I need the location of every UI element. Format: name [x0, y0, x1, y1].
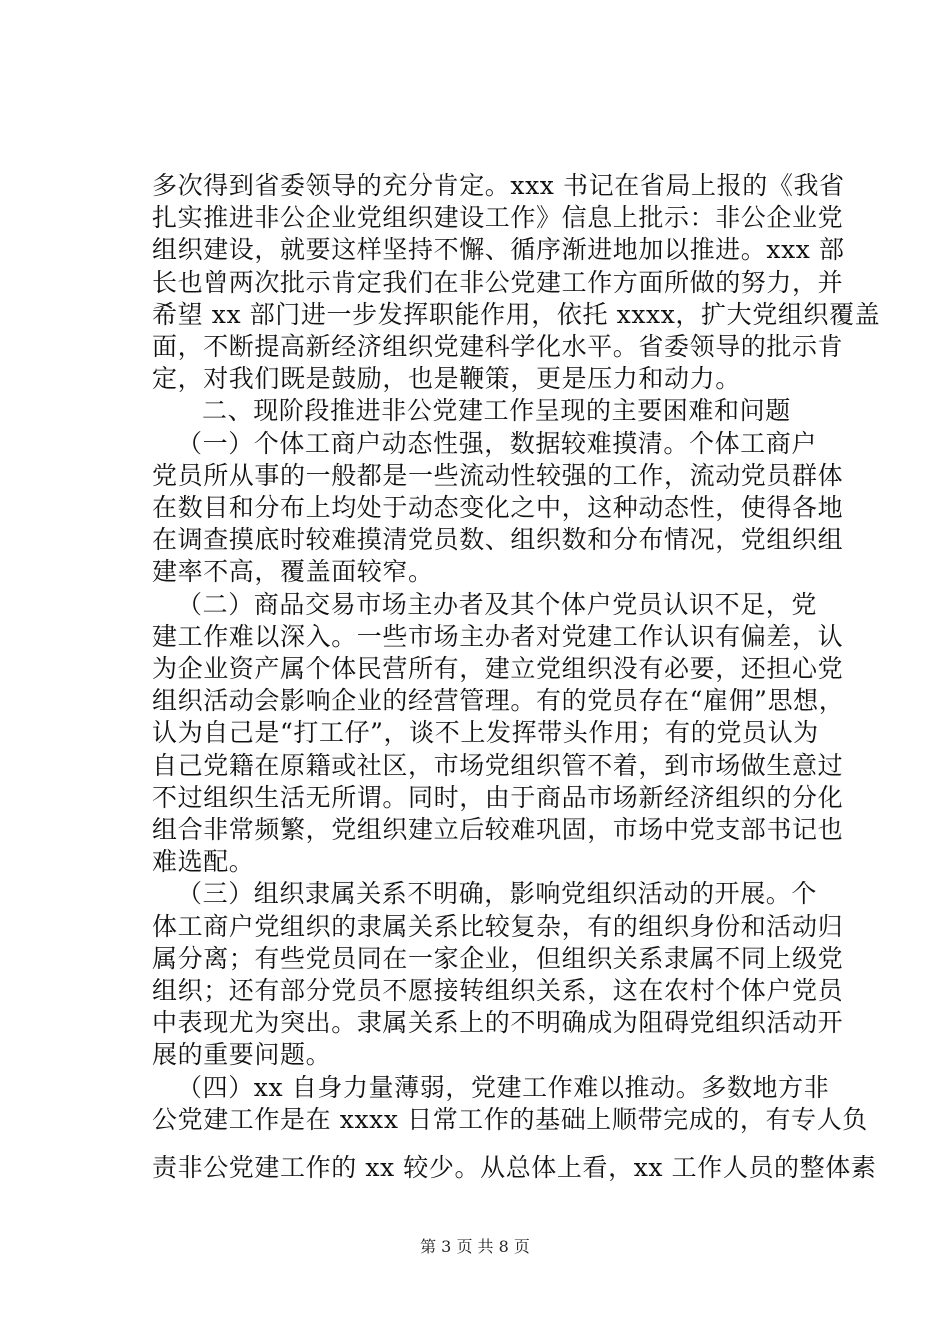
- paragraph-start: （四）xx 自身力量薄弱，党建工作难以推动。多数地方非: [177, 1073, 830, 1102]
- text-line: 党员所从事的一般都是一些流动性较强的工作，流动党员群体: [152, 461, 844, 490]
- text-line: 希望 xx 部门进一步发挥职能作用，依托 xxxx，扩大党组织覆盖: [152, 300, 881, 329]
- paragraph-start: （三）组织隶属关系不明确，影响党组织活动的开展。个: [177, 879, 818, 908]
- section-heading: 二、现阶段推进非公党建工作呈现的主要困难和问题: [202, 396, 791, 425]
- text-line: 组织活动会影响企业的经营管理。有的党员存在“雇佣”思想，: [152, 686, 845, 715]
- page-footer: 第 3 页 共 8 页: [420, 1237, 530, 1256]
- text-line: 自己党籍在原籍或社区，市场党组织管不着，到市场做生意过: [152, 751, 844, 780]
- paragraph-start: （二）商品交易市场主办者及其个体户党员认识不足，党: [177, 590, 818, 619]
- text-line: 认为自己是“打工仔”，谈不上发挥带头作用；有的党员认为: [152, 718, 819, 747]
- text-line: 长也曾两次批示肯定我们在非公党建工作方面所做的努力，并: [152, 268, 844, 297]
- text-line: 责非公党建工作的 xx 较少。从总体上看，xx 工作人员的整体素: [152, 1153, 877, 1182]
- text-line: 不过组织生活无所谓。同时，由于商品市场新经济组织的分化: [152, 783, 844, 812]
- paragraph-start: （一）个体工商户动态性强，数据较难摸清。个体工商户: [177, 429, 818, 458]
- text-line: 建工作难以深入。一些市场主办者对党建工作认识有偏差，认: [152, 622, 844, 651]
- text-line: 难选配。: [152, 847, 255, 876]
- text-line: 中表现尤为突出。隶属关系上的不明确成为阻碍党组织活动开: [152, 1008, 844, 1037]
- text-line: 定，对我们既是鼓励，也是鞭策，更是压力和动力。: [152, 364, 741, 393]
- text-line: 体工商户党组织的隶属关系比较复杂，有的组织身份和活动归: [152, 912, 844, 941]
- text-line: 扎实推进非公企业党组织建设工作》信息上批示：非公企业党: [152, 203, 844, 232]
- text-line: 展的重要问题。: [152, 1040, 332, 1069]
- text-line: 为企业资产属个体民营所有，建立党组织没有必要，还担心党: [152, 654, 844, 683]
- text-line: 多次得到省委领导的充分肯定。xxx 书记在省局上报的《我省: [152, 171, 845, 200]
- text-line: 公党建工作是在 xxxx 日常工作的基础上顺带完成的，有专人负: [152, 1105, 868, 1134]
- text-line: 建率不高，覆盖面较窄。: [152, 557, 434, 586]
- text-line: 在调查摸底时较难摸清党员数、组织数和分布情况，党组织组: [152, 525, 844, 554]
- text-line: 组合非常频繁，党组织建立后较难巩固，市场中党支部书记也: [152, 815, 844, 844]
- text-line: 属分离；有些党员同在一家企业，但组织关系隶属不同上级党: [152, 944, 844, 973]
- text-line: 面，不断提高新经济组织党建科学化水平。省委领导的批示肯: [152, 332, 844, 361]
- text-line: 组织建设，就要这样坚持不懈、循序渐进地加以推进。xxx 部: [152, 235, 845, 264]
- text-line: 组织；还有部分党员不愿接转组织关系，这在农村个体户党员: [152, 976, 844, 1005]
- text-line: 在数目和分布上均处于动态变化之中，这种动态性，使得各地: [152, 493, 844, 522]
